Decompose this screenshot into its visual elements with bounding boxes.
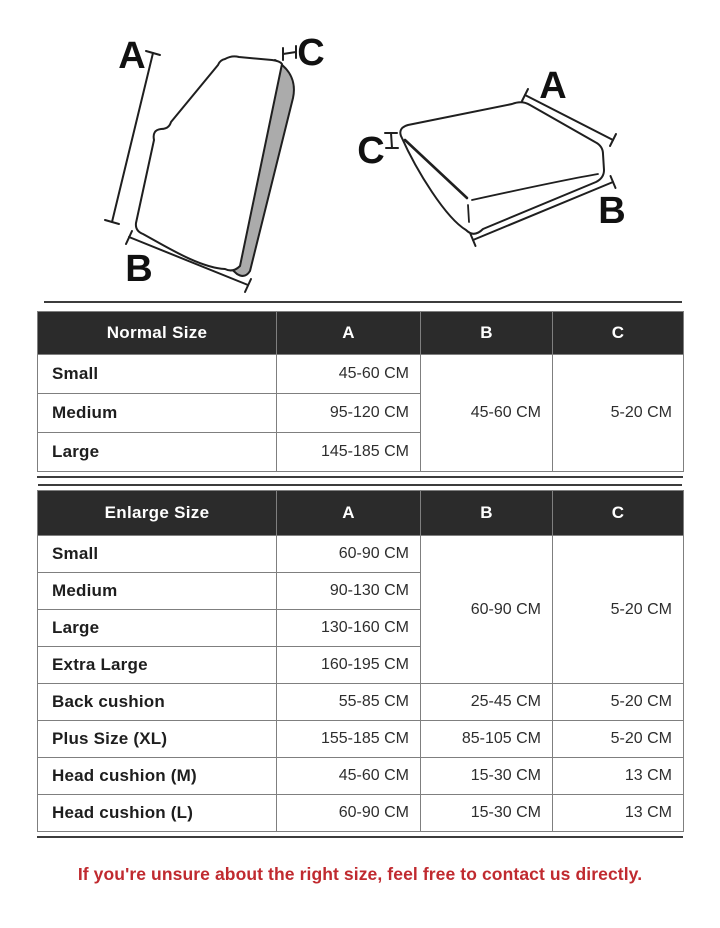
dim-a-value: 45-60 CM — [277, 355, 421, 394]
dimension-label-c: C — [297, 32, 325, 74]
col-a-header: A — [277, 312, 421, 355]
dim-a-value: 55-85 CM — [277, 684, 421, 721]
row-label: Medium — [38, 573, 277, 610]
dim-a-value: 45-60 CM — [277, 758, 421, 795]
header-row — [38, 312, 684, 355]
cushion-corner-crease — [468, 205, 469, 222]
row-label: Head cushion (M) — [38, 758, 277, 795]
back-cover-diagram — [70, 18, 325, 298]
dim-c-value: 13 CM — [553, 795, 684, 832]
row-label: Extra Large — [38, 647, 277, 684]
row-label: Small — [38, 536, 277, 573]
size-row-back-cushion — [38, 684, 684, 721]
table-title: Normal Size — [38, 312, 277, 355]
enlarge-size-table-block — [37, 484, 683, 838]
seat-cushion-diagram — [338, 48, 640, 263]
dim-b-merged-value: 60-90 CM — [421, 536, 553, 684]
table-title: Enlarge Size — [38, 491, 277, 536]
dim-a-value: 90-130 CM — [277, 573, 421, 610]
dim-c-value: 13 CM — [553, 758, 684, 795]
col-b-header: B — [421, 312, 553, 355]
row-label: Back cushion — [38, 684, 277, 721]
dimension-label-b: B — [598, 190, 626, 232]
row-label: Large — [38, 433, 277, 472]
cover-front-face — [136, 56, 282, 270]
enlarge-size-table — [37, 490, 684, 832]
dim-b-value: 15-30 CM — [421, 758, 553, 795]
dim-c-merged-value: 5-20 CM — [553, 536, 684, 684]
col-c-header: C — [553, 491, 684, 536]
cushion-outline — [400, 102, 604, 234]
normal-size-table-block — [37, 301, 683, 478]
row-label: Head cushion (L) — [38, 795, 277, 832]
table-bottom-rule — [37, 836, 683, 838]
dimension-label-a: A — [539, 65, 567, 107]
dim-b-value: 85-105 CM — [421, 721, 553, 758]
dim-a-value: 155-185 CM — [277, 721, 421, 758]
table-top-rule — [44, 301, 682, 303]
dim-a-value: 60-90 CM — [277, 795, 421, 832]
dimension-label-c: C — [357, 130, 385, 172]
dimension-label-b: B — [125, 248, 153, 290]
contact-note: If you're unsure about the right size, feel free to contact us directly. — [77, 864, 643, 884]
dim-a-value: 60-90 CM — [277, 536, 421, 573]
dim-c-value: 5-20 CM — [553, 721, 684, 758]
dim-a-value: 95-120 CM — [277, 394, 421, 433]
row-label: Small — [38, 355, 277, 394]
table-top-rule — [38, 484, 682, 486]
col-b-header: B — [421, 491, 553, 536]
dimension-label-a: A — [118, 35, 146, 77]
dim-a-value: 145-185 CM — [277, 433, 421, 472]
dim-b-value: 15-30 CM — [421, 795, 553, 832]
size-row-small — [38, 536, 684, 573]
dim-b-value: 25-45 CM — [421, 684, 553, 721]
row-label: Large — [38, 610, 277, 647]
dim-a-value: 160-195 CM — [277, 647, 421, 684]
row-label: Medium — [38, 394, 277, 433]
dim-b-merged-value: 45-60 CM — [421, 355, 553, 472]
size-row-head-cushion-m — [38, 758, 684, 795]
table-bottom-rule — [37, 476, 683, 478]
dim-c-value: 5-20 CM — [553, 684, 684, 721]
size-row-head-cushion-l — [38, 795, 684, 832]
dim-a-value: 130-160 CM — [277, 610, 421, 647]
normal-size-table — [37, 311, 684, 472]
header-row — [38, 491, 684, 536]
size-row-small — [38, 355, 684, 394]
dim-c-merged-value: 5-20 CM — [553, 355, 684, 472]
size-row-plus-size-xl — [38, 721, 684, 758]
row-label: Plus Size (XL) — [38, 721, 277, 758]
col-a-header: A — [277, 491, 421, 536]
col-c-header: C — [553, 312, 684, 355]
